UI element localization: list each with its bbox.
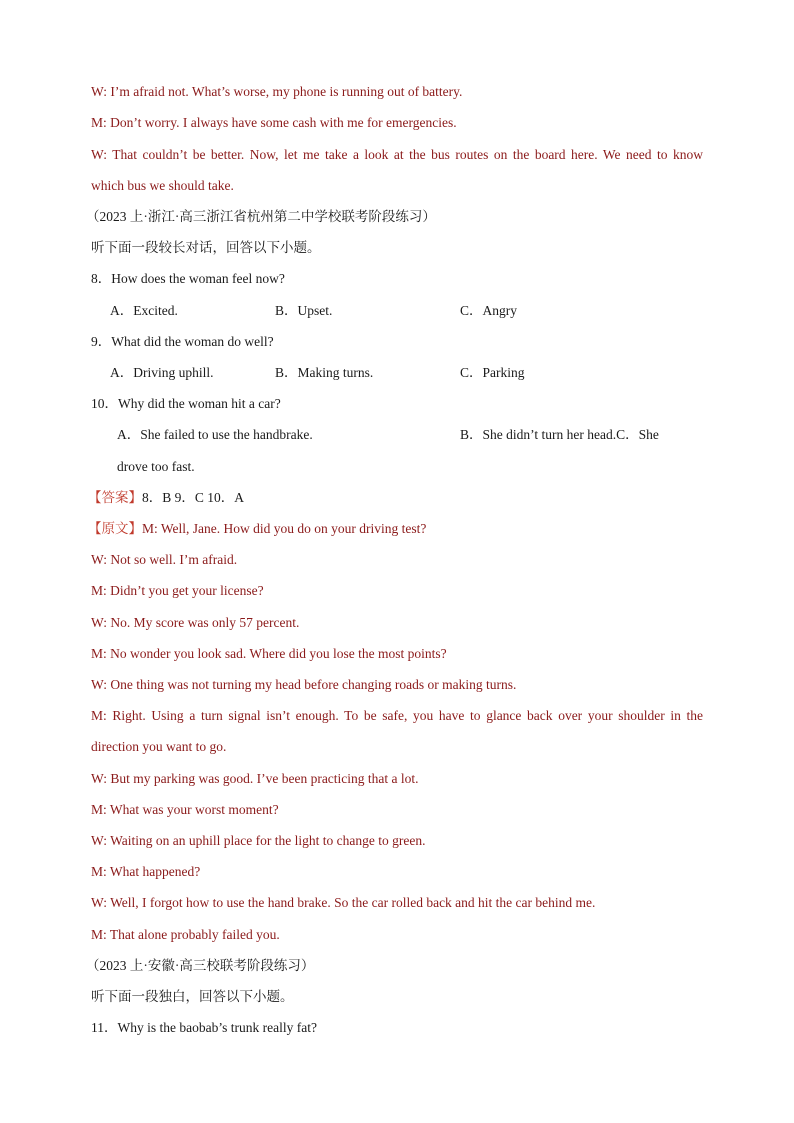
transcript-line: M: What happened? xyxy=(91,864,201,879)
q9-option-a: A．Driving uphill. xyxy=(110,365,214,380)
question-source: （2023 上·浙江·高三浙江省杭州第二中学校联考阶段练习） xyxy=(86,209,436,224)
answer-label: 【答案】 xyxy=(88,490,142,505)
transcript-line: W: That couldn’t be better. Now, let me take a look at the bus routes on the board here. We need to know xyxy=(91,147,703,162)
transcript-line: direction you want to go. xyxy=(91,739,227,754)
transcript-line: M: What was your worst moment? xyxy=(91,802,279,817)
q10-option-b-c: B．She didn’t turn her head.C．She xyxy=(460,427,659,442)
q8-option-b: B．Upset. xyxy=(275,303,333,318)
transcript-line: W: But my parking was good. I’ve been practicing that a lot. xyxy=(91,771,419,786)
transcript-line: which bus we should take. xyxy=(91,178,234,193)
transcript-line: W: Well, I forgot how to use the hand brake. So the car rolled back and hit the car behind me. xyxy=(91,895,596,910)
q10-option-c-continued: drove too fast. xyxy=(117,459,195,474)
section-instruction: 听下面一段较长对话，回答以下小题。 xyxy=(91,240,321,255)
transcript-line: M: Don’t worry. I always have some cash with me for emergencies. xyxy=(91,115,457,130)
transcript-line: W: Waiting on an uphill place for the light to change to green. xyxy=(91,833,426,848)
transcript-line: M: No wonder you look sad. Where did you lose the most points? xyxy=(91,646,447,661)
q8-option-a: A．Excited. xyxy=(110,303,178,318)
question-10: 10．Why did the woman hit a car? xyxy=(91,396,281,411)
transcript-line: M: That alone probably failed you. xyxy=(91,927,280,942)
question-source: （2023 上·安徽·高三校联考阶段练习） xyxy=(86,958,315,973)
section-instruction: 听下面一段独白，回答以下小题。 xyxy=(91,989,294,1004)
answer-text: 8．B 9．C 10．A xyxy=(142,490,245,505)
q9-option-c: C．Parking xyxy=(460,365,525,380)
transcript-line: M: Right. Using a turn signal isn’t enough. To be safe, you have to glance back over your shoulder in the xyxy=(91,708,703,723)
q9-option-b: B．Making turns. xyxy=(275,365,374,380)
transcript-line: W: No. My score was only 57 percent. xyxy=(91,615,300,630)
answer-line xyxy=(88,489,244,507)
transcript-line: M: Didn’t you get your license? xyxy=(91,583,264,598)
question-9: 9．What did the woman do well? xyxy=(91,334,274,349)
transcript-line: M: Well, Jane. How did you do on your driving test? xyxy=(142,521,427,536)
original-label: 【原文】 xyxy=(88,521,142,536)
transcript-line: W: One thing was not turning my head before changing roads or making turns. xyxy=(91,677,517,692)
question-11: 11．Why is the baobab’s trunk really fat? xyxy=(91,1020,317,1035)
transcript-line: W: Not so well. I’m afraid. xyxy=(91,552,238,567)
q8-option-c: C．Angry xyxy=(460,303,517,318)
q10-option-a: A．She failed to use the handbrake. xyxy=(117,427,313,442)
original-transcript-line xyxy=(88,520,426,538)
transcript-line: W: I’m afraid not. What’s worse, my phone is running out of battery. xyxy=(91,84,463,99)
question-8: 8．How does the woman feel now? xyxy=(91,271,285,286)
